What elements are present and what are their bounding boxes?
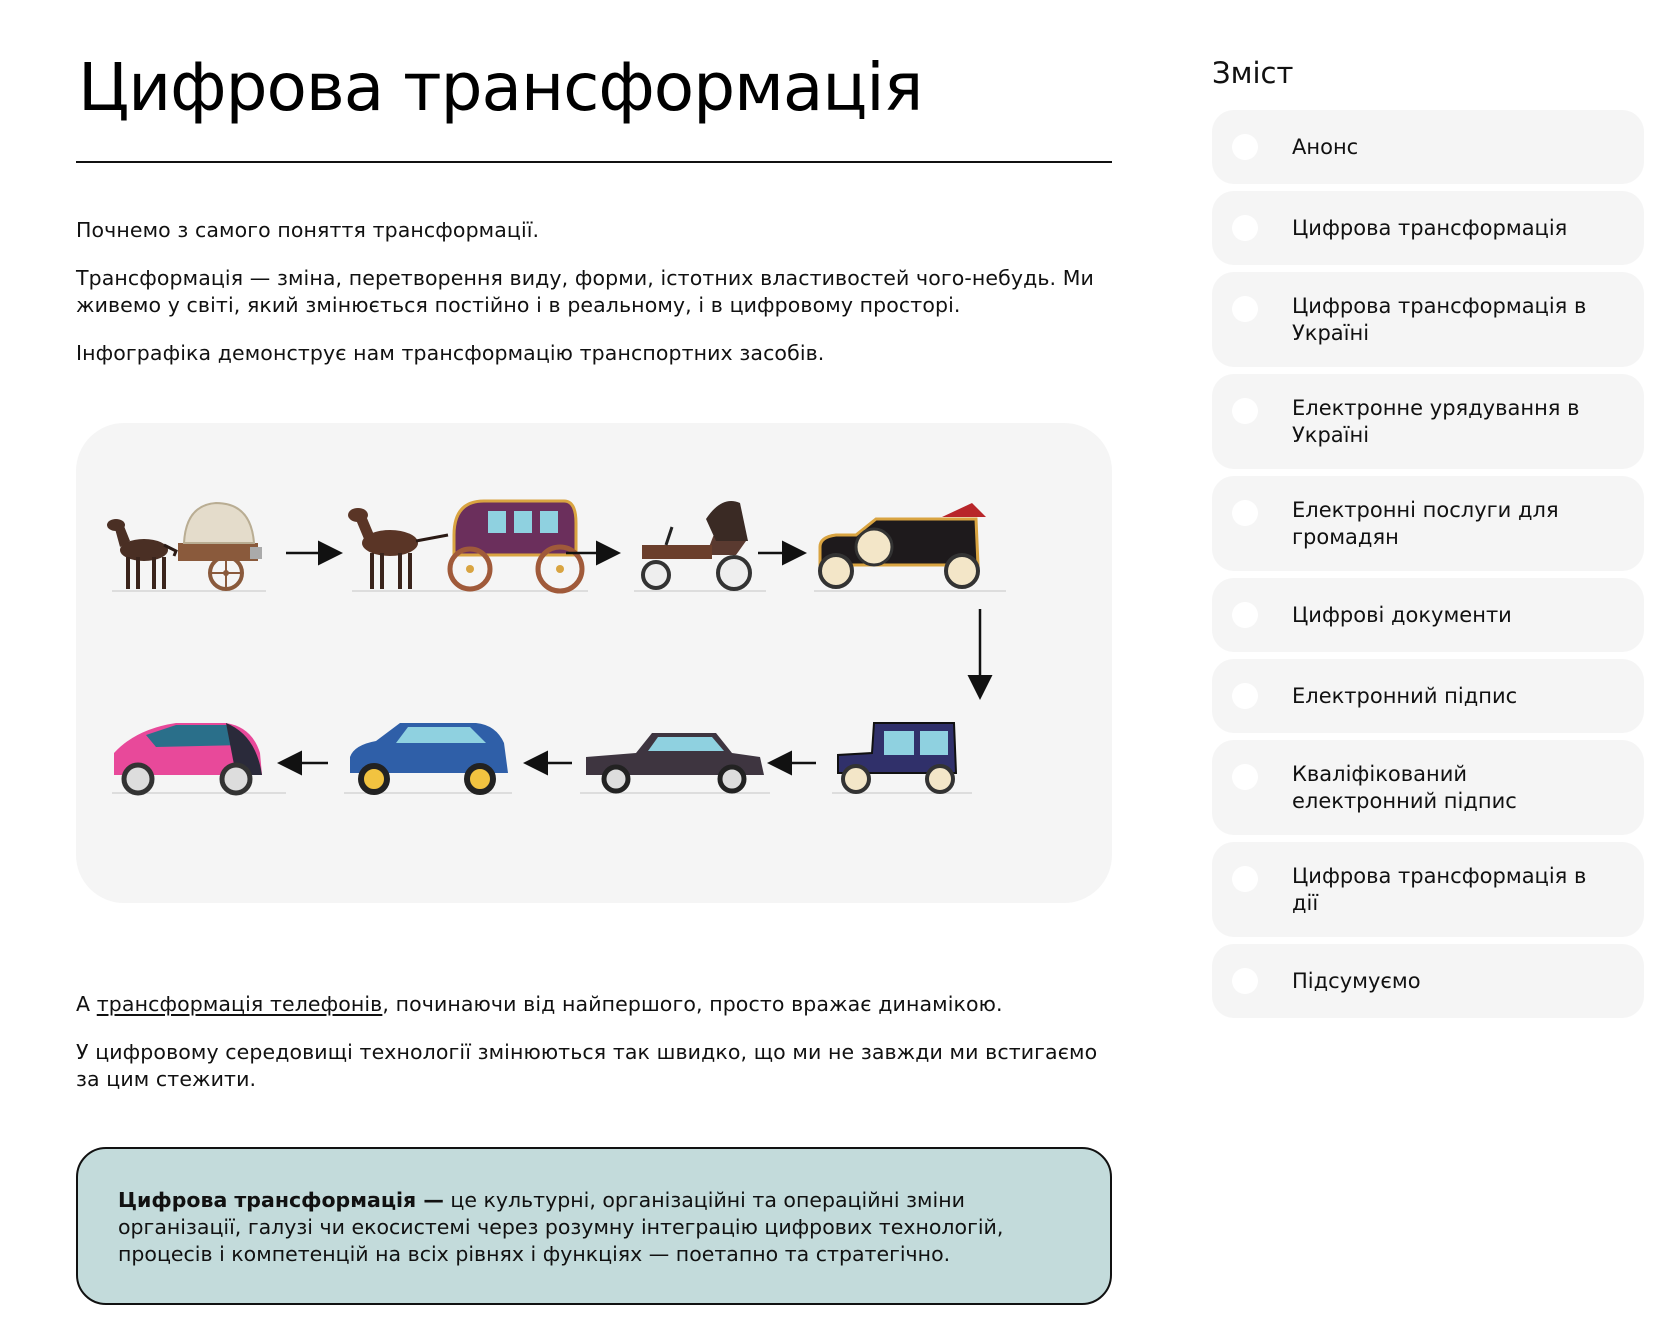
toc-item-label: Цифрова трансформація в Україні [1292,293,1587,345]
radio-circle-icon [1232,683,1258,709]
electric-car-illustration [112,723,286,793]
definition-box [76,1147,1112,1305]
toc-item-qualified-e-signature[interactable] [1212,740,1644,835]
toc-item-digital-transformation[interactable] [1212,191,1644,265]
page-title: Цифрова трансформація [78,49,923,126]
toc-title: Зміст [1212,56,1294,90]
phones-paragraph [76,991,1112,1018]
open-touring-car-illustration [814,503,1006,591]
early-motor-car-illustration [634,501,766,591]
horse-carriage-illustration [348,501,588,591]
phones-prefix: А [76,992,97,1017]
phones-transformation-link[interactable]: трансформація телефонів [96,992,383,1017]
main-content [76,48,1112,1305]
toc-item-label: Цифрова трансформація в дії [1292,863,1587,915]
closed-vintage-car-illustration [832,723,972,793]
radio-circle-icon [1232,296,1258,322]
classic-sedan-illustration [580,733,770,793]
toc-item-e-services[interactable] [1212,476,1644,571]
toc-item-label: Електронні послуги для громадян [1292,497,1559,549]
toc-item-label: Анонс [1292,134,1359,159]
toc-item-transformation-in-action[interactable] [1212,842,1644,937]
radio-circle-icon [1232,602,1258,628]
radio-circle-icon [1232,215,1258,241]
transport-infographic-svg [76,423,1112,903]
definition-term: Цифрова трансформація — [118,1188,444,1213]
toc-item-announcement[interactable] [1212,110,1644,184]
horse-cart-illustration [107,503,266,591]
radio-circle-icon [1232,866,1258,892]
title-divider [76,161,1112,163]
toc-item-e-signature[interactable] [1212,659,1644,733]
definition-paragraph: Трансформація — зміна, перетворення виду, форми, істотних властивостей чого-небудь. Ми живемо у світі, який змінюється постійно і в реальному, і в цифровому просторі. [76,266,1094,318]
infographic-caption: Інфографіка демонструє нам трансформацію транспортних засобів. [76,341,825,366]
toc-item-label: Підсумуємо [1292,968,1421,993]
toc-item-e-government[interactable] [1212,374,1644,469]
radio-circle-icon [1232,764,1258,790]
phones-suffix: , починаючи від найпершого, просто вражає динамікою. [382,992,1003,1017]
radio-circle-icon [1232,134,1258,160]
radio-circle-icon [1232,398,1258,424]
toc-item-label: Цифрові документи [1292,602,1512,627]
toc-item-digital-documents[interactable] [1212,578,1644,652]
toc-item-digital-transformation-ukraine[interactable] [1212,272,1644,367]
intro-paragraph: Почнемо з самого поняття трансформації. [76,218,540,243]
definition-text: це культурні, організаційні та операційні зміни організації, галузі чи екосистемі через розумну інтеграцію цифрових технологій, процесів і компетенцій на всіх рівнях і функціях — поетапно та стратегічно. [118,1188,1004,1267]
radio-circle-icon [1232,500,1258,526]
toc-item-label: Цифрова трансформація [1292,215,1568,240]
radio-circle-icon [1232,968,1258,994]
toc-item-summary[interactable] [1212,944,1644,1018]
toc-item-label: Кваліфікований електронний підпис [1292,761,1517,813]
hatchback-illustration [344,723,512,793]
table-of-contents [1212,56,1644,1025]
toc-item-label: Електронний підпис [1292,683,1518,708]
transport-infographic [76,423,1112,903]
toc-item-label: Електронне урядування в Україні [1292,395,1580,447]
tech-paragraph: У цифровому середовищі технології змінюються так швидко, що ми не завжди ми встигаємо за цим стежити. [76,1040,1098,1092]
